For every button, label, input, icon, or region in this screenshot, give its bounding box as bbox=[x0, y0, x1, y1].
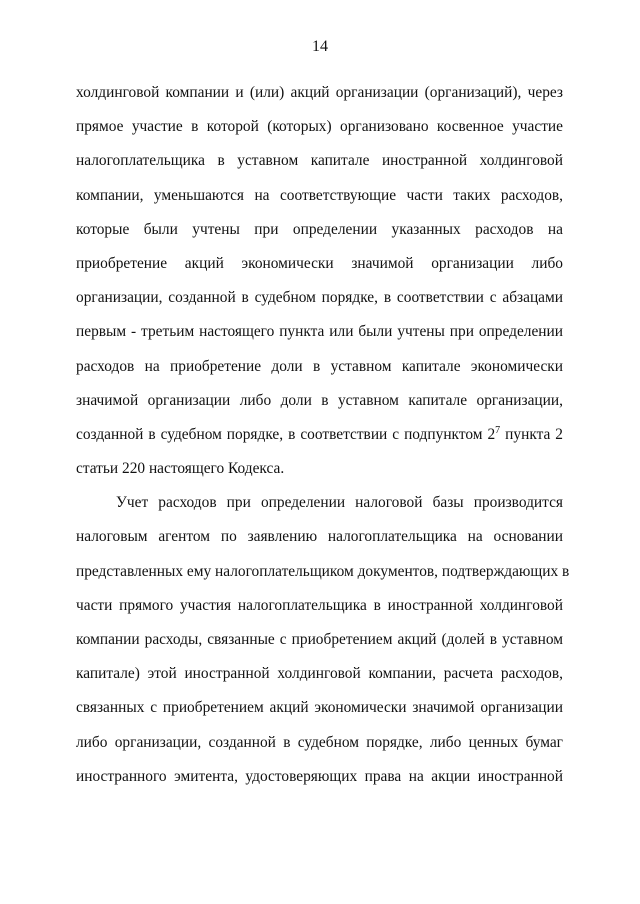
text-line: либо организации, созданной в судебном порядке, либо ценных бумаг bbox=[76, 733, 563, 751]
text-line: налоговым агентом по заявлению налогоплательщика на основании bbox=[76, 528, 563, 546]
text-line: расходов на приобретение доли в уставном капитале экономически bbox=[76, 357, 563, 375]
text-line: которые были учтены при определении указанных расходов на bbox=[76, 220, 563, 238]
text-line: значимой организации либо доли в уставном капитале организации, bbox=[76, 391, 563, 409]
text-line: связанных с приобретением акций экономически значимой организации bbox=[76, 699, 563, 717]
text-line: приобретение акций экономически значимой организации либо bbox=[76, 254, 563, 272]
text-line-with-superscript bbox=[76, 418, 563, 452]
body-text bbox=[76, 76, 570, 794]
superscript: 7 bbox=[495, 424, 501, 436]
text-line: иностранного эмитента, удостоверяющих права на акции иностранной bbox=[76, 767, 563, 785]
text-line: холдинговой компании и (или) акций организации (организаций), через bbox=[76, 84, 563, 101]
text-line: статьи 220 настоящего Кодекса. bbox=[76, 460, 285, 478]
page-number: 14 bbox=[312, 38, 328, 55]
text-line: организации, созданной в судебном порядке, в соответствии с абзацами bbox=[76, 289, 563, 307]
paragraph-first-line: Учет расходов при определении налоговой базы производится bbox=[116, 494, 563, 512]
text-line: капитале) этой иностранной холдинговой компании, расчета расходов, bbox=[76, 665, 563, 683]
text-line: налогоплательщика в уставном капитале иностранной холдинговой bbox=[76, 152, 563, 170]
text-line: представленных ему налогоплательщиком документов, подтверждающих в bbox=[76, 562, 570, 580]
text-line: прямое участие в которой (которых) организовано косвенное участие bbox=[76, 118, 563, 136]
text-line: компании, уменьшаются на соответствующие части таких расходов, bbox=[76, 186, 563, 204]
text-line: части прямого участия налогоплательщика в иностранной холдинговой bbox=[76, 596, 563, 614]
text-segment: созданной в судебном порядке, в соответствии с подпунктом 2 bbox=[76, 425, 496, 443]
text-segment: пункта 2 bbox=[500, 425, 563, 443]
text-line: компании расходы, связанные с приобретением акций (долей в уставном bbox=[76, 631, 563, 648]
text-line: первым - третьим настоящего пункта или были учтены при определении bbox=[76, 323, 563, 341]
